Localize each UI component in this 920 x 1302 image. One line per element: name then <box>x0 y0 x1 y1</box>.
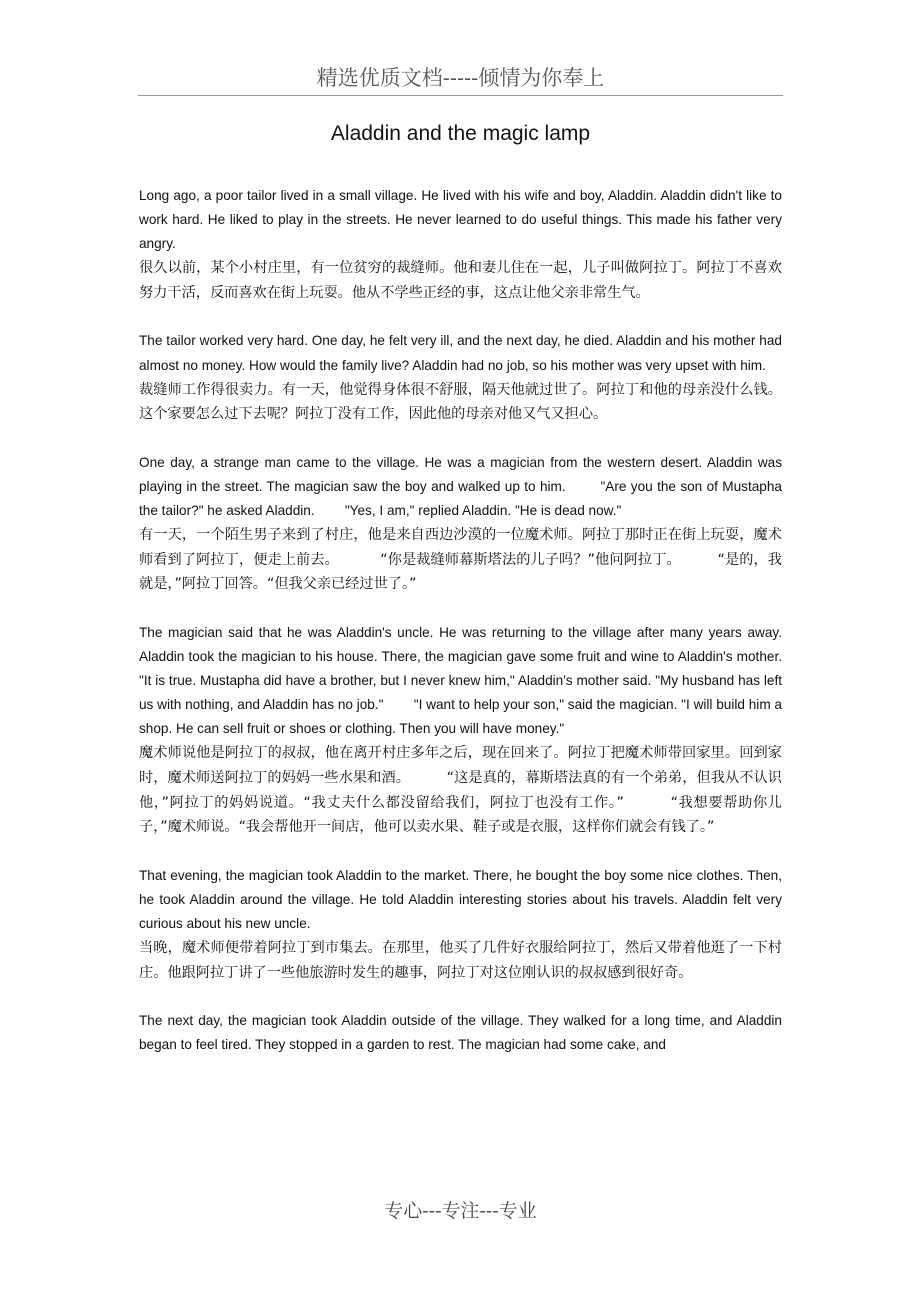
paragraph-gap <box>139 840 782 864</box>
paragraph-english: The next day, the magician took Aladdin outside of the village. They walked for a long time, and Aladdin began to feel tired. They stopped in a garden to rest. The magician had some cake, and <box>139 1013 782 1053</box>
paragraph-gap <box>139 427 782 451</box>
paragraph-chinese: 很久以前，某个小村庄里，有一位贫穷的裁缝师。他和妻儿住在一起，儿子叫做阿拉丁。阿拉丁不喜欢努力干活，反而喜欢在街上玩耍。他从不学些正经的事，这点让他父亲非常生气。 <box>139 260 782 301</box>
header-divider <box>138 95 783 96</box>
document-title: Aladdin and the magic lamp <box>330 122 591 145</box>
paragraph-english: The tailor worked very hard. One day, he felt very ill, and the next day, he died. Aladdin and his mother had almost no money. How would the family live? Aladdin had no job, so his mother was very upset with him. <box>139 333 782 373</box>
document-body <box>139 184 813 1057</box>
paragraph-gap <box>139 985 782 1009</box>
paragraph-english: That evening, the magician took Aladdin to the market. There, he bought the boy some nice clothes. Then, he took Aladdin around the village. He told Aladdin interesting stories about his travels. Aladdin felt very curious about his new uncle. <box>139 867 782 931</box>
page-header: 精选优质文档-----倾情为你奉上 <box>316 66 605 90</box>
paragraph-english: The magician said that he was Aladdin's uncle. He was returning to the village after many years away. Aladdin took the magician to his house. There, the magician gave some fruit and wine to Aladdin's mother. "It is true. Mustapha did have a brother, but I never knew him," Aladdin's mother said. "My husband has left us with nothing, and Aladdin has no job." "I want to help your son," said the magician. "I will build him a shop. He can sell fruit or shoes or clothing. Then you will have money." <box>139 624 813 737</box>
paragraph-english: Long ago, a poor tailor lived in a small village. He lived with his wife and boy, Aladdin. Aladdin didn't like to work hard. He liked to play in the streets. He never learned to do useful things. This made his father very angry. <box>139 188 782 252</box>
paragraph-chinese: 有一天，一个陌生男子来到了村庄，他是来自西边沙漠的一位魔术师。阿拉丁那时正在街上玩耍，魔术师看到了阿拉丁，便走上前去。 “你是裁缝师幕斯塔法的儿子吗？”他问阿拉丁。 “是的，我就是，”阿拉丁回答。“但我父亲已经过世了。” <box>139 527 782 593</box>
page-footer: 专心---专注---专业 <box>384 1200 537 1222</box>
paragraph-chinese: 当晚，魔术师便带着阿拉丁到市集去。在那里，他买了几件好衣服给阿拉丁，然后又带着他逛了一下村庄。他跟阿拉丁讲了一些他旅游时发生的趣事，阿拉丁对这位刚认识的叔叔感到很好奇。 <box>139 940 782 981</box>
paragraph-chinese: 魔术师说他是阿拉丁的叔叔，他在离开村庄多年之后，现在回来了。阿拉丁把魔术师带回家里。回到家时，魔术师送阿拉丁的妈妈一些水果和酒。 “这是真的，幕斯塔法真的有一个弟弟，但我从不认识他，”阿拉丁的妈妈说道。“我丈夫什么都没留给我们，阿拉丁也没有工作。” “我想要帮助你儿子，”魔术师说。“我会帮他开一间店，他可以卖水果、鞋子或是衣服，这样你们就会有钱了。” <box>139 745 782 836</box>
paragraph-gap <box>139 305 782 329</box>
paragraph-chinese: 裁缝师工作得很卖力。有一天，他觉得身体很不舒服，隔天他就过世了。阿拉丁和他的母亲没什么钱。这个家要怎么过下去呢？阿拉丁没有工作，因此他的母亲对他又气又担心。 <box>139 381 782 423</box>
paragraph-gap <box>139 597 782 621</box>
paragraph-english: One day, a strange man came to the village. He was a magician from the western desert. Aladdin was playing in the street. The magician saw the boy and walked up to him. "Are you the son of Mustapha the tailor?" he asked Aladdin. "Yes, I am," replied Aladdin. "He is dead now." <box>139 454 786 519</box>
